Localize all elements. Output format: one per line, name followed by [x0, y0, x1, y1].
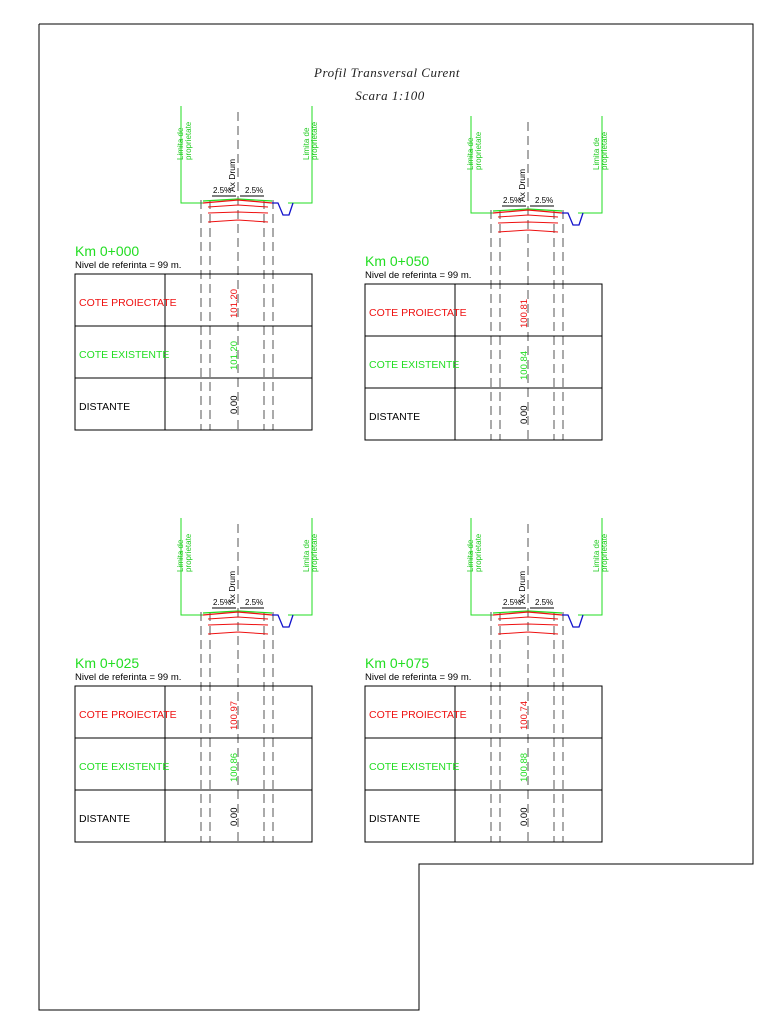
row-label-distante: DISTANTE: [369, 411, 421, 423]
value-distanta: 0.00: [519, 405, 530, 424]
reference-level-label: Nivel de referinta = 99 m.: [75, 260, 182, 271]
value-distanta: 0.00: [519, 807, 530, 826]
row-label-cote-proiectate: COTE PROIECTATE: [369, 307, 467, 319]
slope-label-right: 2.5%: [245, 186, 264, 195]
value-cota-existenta: 100.86: [229, 752, 240, 782]
property-limit-right-label: Limita de: [592, 137, 601, 170]
slope-label-left: 2.5%: [213, 186, 232, 195]
slope-label-right: 2.5%: [245, 598, 264, 607]
property-limit-left-label: Limita de: [176, 127, 185, 160]
slope-label-left: 2.5%: [503, 196, 522, 205]
ditch-line: [562, 615, 583, 627]
value-cota-proiectata: 101.20: [229, 288, 240, 318]
property-limit-right-label: proprietate: [600, 533, 609, 572]
value-cota-existenta: 100.88: [519, 752, 530, 782]
row-label-distante: DISTANTE: [79, 813, 131, 825]
property-limit-right-label: Limita de: [592, 539, 601, 572]
slope-label-left: 2.5%: [503, 598, 522, 607]
property-limit-left-label: proprietate: [474, 533, 483, 572]
slope-label-right: 2.5%: [535, 196, 554, 205]
reference-level-label: Nivel de referinta = 99 m.: [365, 270, 472, 281]
property-limit-right-label: Limita de: [302, 539, 311, 572]
value-cota-existenta: 100.84: [519, 350, 530, 380]
value-cota-existenta: 101.20: [229, 340, 240, 370]
profile-km-0-075: [365, 518, 609, 842]
road-axis-label: Ax Drum: [227, 570, 237, 604]
profile-km-label: Km 0+025: [75, 655, 140, 671]
value-distanta: 0.00: [229, 807, 240, 826]
slope-label-left: 2.5%: [213, 598, 232, 607]
sheet-border: [39, 24, 753, 1010]
road-axis-label: Ax Drum: [517, 168, 527, 202]
profile-km-0-000: [75, 106, 319, 430]
pavement-layer-line: [208, 632, 268, 634]
pavement-layer-line: [208, 205, 268, 207]
property-limit-left-label: proprietate: [474, 131, 483, 170]
row-label-distante: DISTANTE: [369, 813, 421, 825]
drawing-title: Profil Transversal Curent: [314, 65, 460, 80]
property-limit-left-label: Limita de: [176, 539, 185, 572]
profile-km-0-050: [365, 116, 609, 440]
profile-km-label: Km 0+050: [365, 253, 430, 269]
row-label-cote-existente: COTE EXISTENTE: [79, 349, 170, 361]
property-limit-right-label: Limita de: [302, 127, 311, 160]
reference-level-label: Nivel de referinta = 99 m.: [75, 672, 182, 683]
pavement-layer-line: [498, 215, 558, 217]
row-label-cote-existente: COTE EXISTENTE: [79, 761, 170, 773]
pavement-layer-line: [498, 632, 558, 634]
profile-km-label: Km 0+000: [75, 243, 140, 259]
pavement-layer-line: [208, 617, 268, 619]
ditch-line: [562, 213, 583, 225]
property-limit-right-label: proprietate: [310, 533, 319, 572]
value-cota-proiectata: 100.74: [519, 700, 530, 730]
row-label-distante: DISTANTE: [79, 401, 131, 413]
row-label-cote-existente: COTE EXISTENTE: [369, 359, 460, 371]
pavement-layer-line: [498, 617, 558, 619]
reference-level-label: Nivel de referinta = 99 m.: [365, 672, 472, 683]
drawing-scale: Scara 1:100: [355, 88, 425, 103]
profile-km-label: Km 0+075: [365, 655, 430, 671]
slope-label-right: 2.5%: [535, 598, 554, 607]
row-label-cote-proiectate: COTE PROIECTATE: [369, 709, 467, 721]
pavement-layer-line: [498, 230, 558, 232]
value-cota-proiectata: 100.97: [229, 700, 240, 730]
value-cota-proiectata: 100.81: [519, 298, 530, 328]
ditch-line: [272, 203, 293, 215]
road-axis-label: Ax Drum: [517, 570, 527, 604]
property-limit-left-label: proprietate: [184, 533, 193, 572]
property-limit-left-label: Limita de: [466, 137, 475, 170]
row-label-cote-existente: COTE EXISTENTE: [369, 761, 460, 773]
profile-km-0-025: [75, 518, 319, 842]
road-axis-label: Ax Drum: [227, 158, 237, 192]
property-limit-right-label: proprietate: [600, 131, 609, 170]
row-label-cote-proiectate: COTE PROIECTATE: [79, 709, 177, 721]
property-limit-right-label: proprietate: [310, 121, 319, 160]
value-distanta: 0.00: [229, 395, 240, 414]
row-label-cote-proiectate: COTE PROIECTATE: [79, 297, 177, 309]
pavement-layer-line: [208, 220, 268, 222]
property-limit-left-label: Limita de: [466, 539, 475, 572]
ditch-line: [272, 615, 293, 627]
property-limit-left-label: proprietate: [184, 121, 193, 160]
